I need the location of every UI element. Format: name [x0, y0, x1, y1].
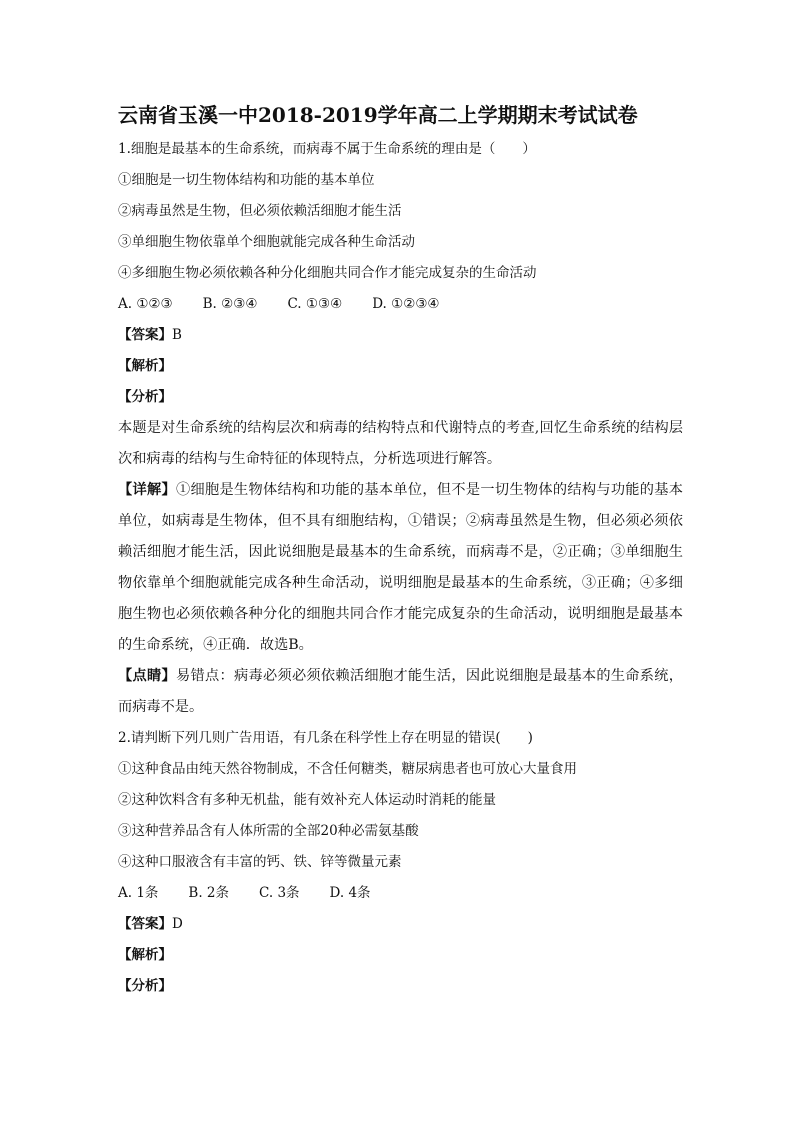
statement-item: ④这种口服液含有丰富的钙、铁、锌等微量元素 [118, 854, 402, 870]
jiexi-label: 【解析】 [118, 947, 172, 963]
answer-line [118, 320, 683, 351]
answer-label: 【答案】 [118, 916, 172, 932]
question-stem: 1.细胞是最基本的生命系统，而病毒不属于生命系统的理由是（ ） [118, 141, 536, 157]
page-title: 云南省玉溪一中2018-2019学年高二上学期期末考试试卷 [118, 103, 638, 127]
statement-item: ②这种饮料含有多种无机盐，能有效补充人体运动时消耗的能量 [118, 792, 496, 808]
xiangjie-text: ①细胞是生物体结构和功能的基本单位，但不是一切生物体的结构与功能的基本单位，如病毒是生物体，但不具有细胞结构，①错误；②病毒虽然是生物，但必须必须依赖活细胞才能生活，因此说细胞是最基本的生命系统，而病毒不是，②正确；③单细胞生物依靠单个细胞就能完成各种生命活动，说明细胞是最基本的生命系统，③正确；④多细胞生物也必须依赖各种分化的细胞共同合作才能完成复杂的生命活动，说明细胞是最基本的生命系统，④正确．故选B。 [118, 482, 683, 653]
jiexi-label: 【解析】 [118, 358, 172, 374]
option-a: A. ①②③ [118, 296, 173, 312]
dianjing-block [118, 661, 683, 723]
answer-options [118, 878, 683, 909]
dianjing-text: 易错点：病毒必须必须依赖活细胞才能生活，因此说细胞是最基本的生命系统，而病毒不是。 [118, 668, 683, 715]
fenxi-label: 【分析】 [118, 389, 172, 405]
question-2 [118, 723, 683, 1002]
option-b: B. ②③④ [202, 296, 258, 312]
option-c: C. ①③④ [287, 296, 343, 312]
fenxi-text: 本题是对生命系统的结构层次和病毒的结构特点和代谢特点的考查,回忆生命系统的结构层次和病毒的结构与生命特征的体现特点，分析选项进行解答。 [118, 420, 683, 467]
option-d: D. ①②③④ [372, 296, 440, 312]
fenxi-label: 【分析】 [118, 978, 172, 994]
statement-item: ①细胞是一切生物体结构和功能的基本单位 [118, 172, 375, 188]
statement-item: ②病毒虽然是生物，但必须依赖活细胞才能生活 [118, 203, 402, 219]
answer-label: 【答案】 [118, 327, 172, 343]
xiangjie-block [118, 475, 683, 661]
option-c: C. 3条 [259, 885, 300, 901]
statement-item: ③这种营养品含有人体所需的全部20种必需氨基酸 [118, 823, 419, 839]
answer-value: B [172, 327, 182, 343]
answer-value: D [172, 916, 183, 932]
option-b: B. 2条 [188, 885, 230, 901]
exam-page [118, 100, 683, 1002]
option-a: A. 1条 [118, 885, 159, 901]
xiangjie-label: 【详解】 [118, 482, 176, 498]
answer-options [118, 289, 683, 320]
option-d: D. 4条 [329, 885, 371, 901]
answer-line [118, 909, 683, 940]
question-1 [118, 134, 683, 723]
statement-item: ③单细胞生物依靠单个细胞就能完成各种生命活动 [118, 234, 415, 250]
statement-item: ④多细胞生物必须依赖各种分化细胞共同合作才能完成复杂的生命活动 [118, 265, 537, 281]
statement-item: ①这种食品由纯天然谷物制成，不含任何糖类，糖尿病患者也可放心大量食用 [118, 761, 577, 777]
question-stem: 2.请判断下列几则广告用语，有几条在科学性上存在明显的错误( ) [118, 730, 533, 746]
dianjing-label: 【点睛】 [118, 668, 176, 684]
